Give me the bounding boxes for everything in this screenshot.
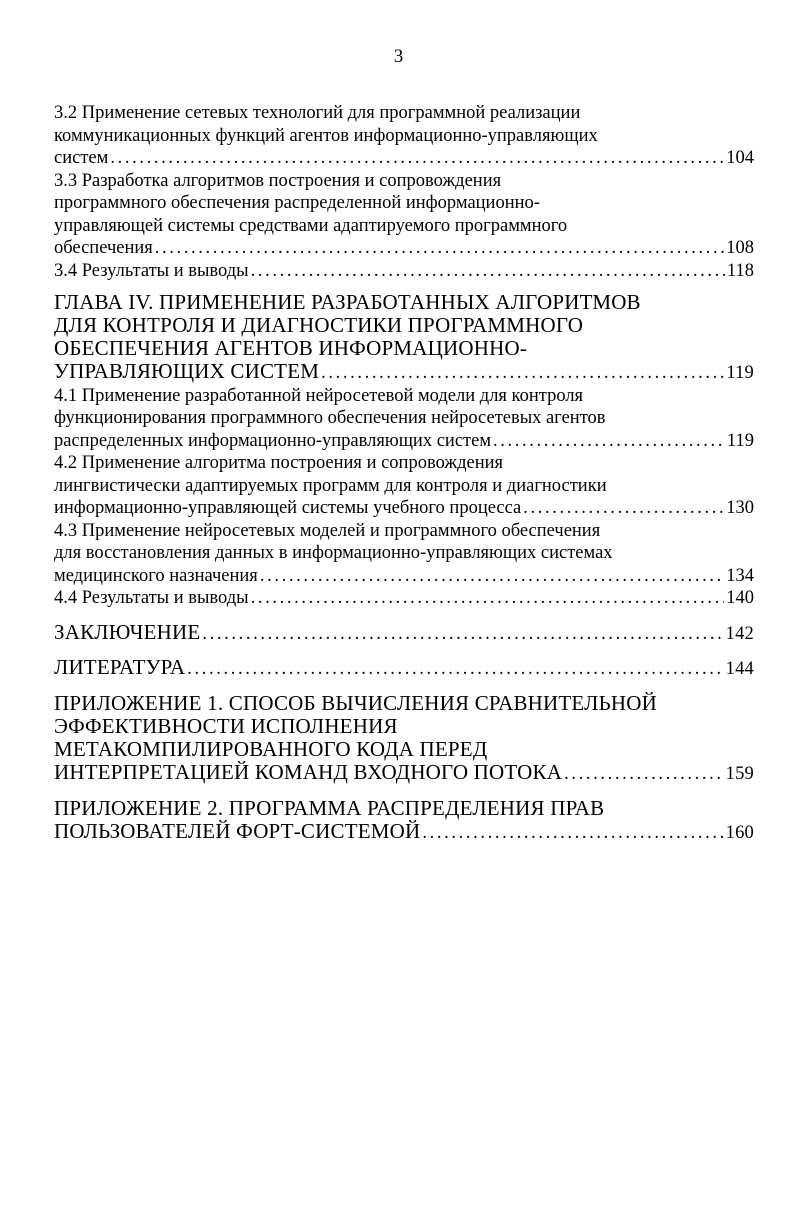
toc-entry-title-end: систем	[54, 148, 109, 168]
toc-entry-conclusion	[54, 621, 754, 646]
toc-entry-4-2	[54, 452, 754, 520]
toc-entry-title-end: ЛИТЕРАТУРА	[54, 655, 186, 679]
toc-entry-line: управляющей системы средствами адаптируемого программного	[54, 215, 568, 236]
toc-entry-line: для восстановления данных в информационно-управляющих системах	[54, 543, 613, 563]
toc-entry-line: 4.2 Применение алгоритма построения и сопровождения	[54, 453, 504, 473]
toc-entry-last-line	[54, 820, 754, 845]
toc-entry-line: МЕТАКОМПИЛИРОВАННОГО КОДА ПЕРЕД	[54, 736, 488, 761]
toc-entry-line: программного обеспечения распределенной информационно-	[54, 193, 540, 213]
toc-page-number: 160	[725, 823, 754, 843]
toc-entry-4-4	[54, 587, 754, 610]
toc-entry-literature	[54, 656, 754, 681]
toc-page-number: 140	[726, 588, 754, 608]
toc-entry-3-2	[54, 102, 754, 170]
toc-entry-line: 4.3 Применение нейросетевых моделей и программного обеспечения	[54, 520, 601, 541]
toc-entry-line: 3.2 Применение сетевых технологий для программной реализации	[54, 103, 581, 123]
toc-entry-line: ДЛЯ КОНТРОЛЯ И ДИАГНОСТИКИ ПРОГРАММНОГО	[54, 313, 584, 337]
toc-entry-last-line	[54, 497, 754, 520]
toc-entry-title-end: информационно-управляющей системы учебного процесса	[54, 498, 522, 518]
toc-entry-appendix-2	[54, 797, 754, 845]
toc-page-number: 134	[726, 565, 754, 586]
page-number: 3	[393, 46, 404, 67]
toc-entry-title-end: 3.4 Результаты и выводы	[54, 260, 249, 281]
toc-entry-last-line	[54, 360, 754, 385]
toc-page-number: 119	[726, 430, 754, 451]
dot-leader	[493, 430, 725, 453]
toc-page-number: 144	[725, 659, 754, 679]
toc-page-number: 119	[726, 363, 754, 383]
toc-entry-title-end: медицинского назначения	[54, 565, 258, 586]
toc-entry-line: ОБЕСПЕЧЕНИЯ АГЕНТОВ ИНФОРМАЦИОННО-	[54, 336, 528, 360]
dot-leader	[260, 565, 724, 588]
dot-leader	[251, 587, 725, 610]
toc-entry-line: 3.3 Разработка алгоритмов построения и сопровождения	[54, 170, 502, 191]
dot-leader	[523, 497, 724, 520]
toc-page-number: 118	[726, 260, 754, 281]
toc-entry-line: ГЛАВА IV. ПРИМЕНЕНИЕ РАЗРАБОТАННЫХ АЛГОРИТМОВ	[54, 290, 641, 314]
toc-entry-3-3	[54, 170, 754, 260]
toc-entry-title-end: ПОЛЬЗОВАТЕЛЕЙ ФОРТ-СИСТЕМОЙ	[54, 819, 421, 843]
toc-entry-title-end: ЗАКЛЮЧЕНИЕ	[54, 619, 201, 644]
toc-page-number: 104	[726, 148, 754, 168]
toc-entry-last-line	[54, 656, 754, 681]
toc-page-number: 108	[726, 238, 754, 258]
toc-entry-last-line	[54, 587, 754, 610]
toc-entry-title-end: УПРАВЛЯЮЩИХ СИСТЕМ	[54, 359, 320, 383]
dot-leader	[187, 658, 723, 681]
toc-entry-last-line	[54, 260, 754, 283]
toc-entry-last-line	[54, 621, 754, 646]
toc-entry-last-line	[54, 237, 754, 260]
toc-entry-line: ПРИЛОЖЕНИЕ 1. СПОСОБ ВЫЧИСЛЕНИЯ СРАВНИТЕЛЬНОЙ	[54, 690, 657, 715]
toc-page-number: 130	[726, 498, 754, 518]
dot-leader	[110, 147, 724, 170]
toc-entry-line: лингвистически адаптируемых программ для контроля и диагностики	[54, 475, 607, 496]
dot-leader	[155, 237, 724, 260]
dot-leader	[422, 822, 723, 845]
toc-entry-3-4	[54, 260, 754, 283]
toc-entry-4-1	[54, 385, 754, 453]
toc-entry-title-end: ИНТЕРПРЕТАЦИЕЙ КОМАНД ВХОДНОГО ПОТОКА	[54, 759, 563, 784]
toc-entry-line: ЭФФЕКТИВНОСТИ ИСПОЛНЕНИЯ	[54, 713, 398, 738]
dot-leader	[251, 260, 725, 283]
dot-leader	[202, 623, 723, 646]
toc-entry-last-line	[54, 761, 754, 786]
toc-entry-title-end: 4.4 Результаты и выводы	[54, 588, 249, 608]
toc-entry-line: функционирования программного обеспечения нейросетевых агентов	[54, 408, 606, 428]
toc-entry-last-line	[54, 147, 754, 170]
toc-entry-title-end: обеспечения	[54, 238, 153, 258]
toc-entry-appendix-1	[54, 692, 754, 786]
toc-page-number: 159	[725, 763, 754, 784]
toc-page-number: 142	[725, 623, 754, 644]
table-of-contents	[54, 102, 754, 845]
toc-entry-last-line	[54, 565, 754, 588]
toc-entry-chapter-4	[54, 291, 754, 385]
toc-entry-4-3	[54, 520, 754, 588]
toc-entry-title-end: распределенных информационно-управляющих систем	[54, 430, 492, 451]
toc-entry-line: ПРИЛОЖЕНИЕ 2. ПРОГРАММА РАСПРЕДЕЛЕНИЯ ПРАВ	[54, 796, 605, 820]
toc-entry-last-line	[54, 430, 754, 453]
toc-entry-line: 4.1 Применение разработанной нейросетевой модели для контроля	[54, 385, 584, 406]
dot-leader	[564, 763, 724, 786]
toc-entry-line: коммуникационных функций агентов информационно-управляющих	[54, 125, 598, 146]
dot-leader	[321, 362, 724, 385]
